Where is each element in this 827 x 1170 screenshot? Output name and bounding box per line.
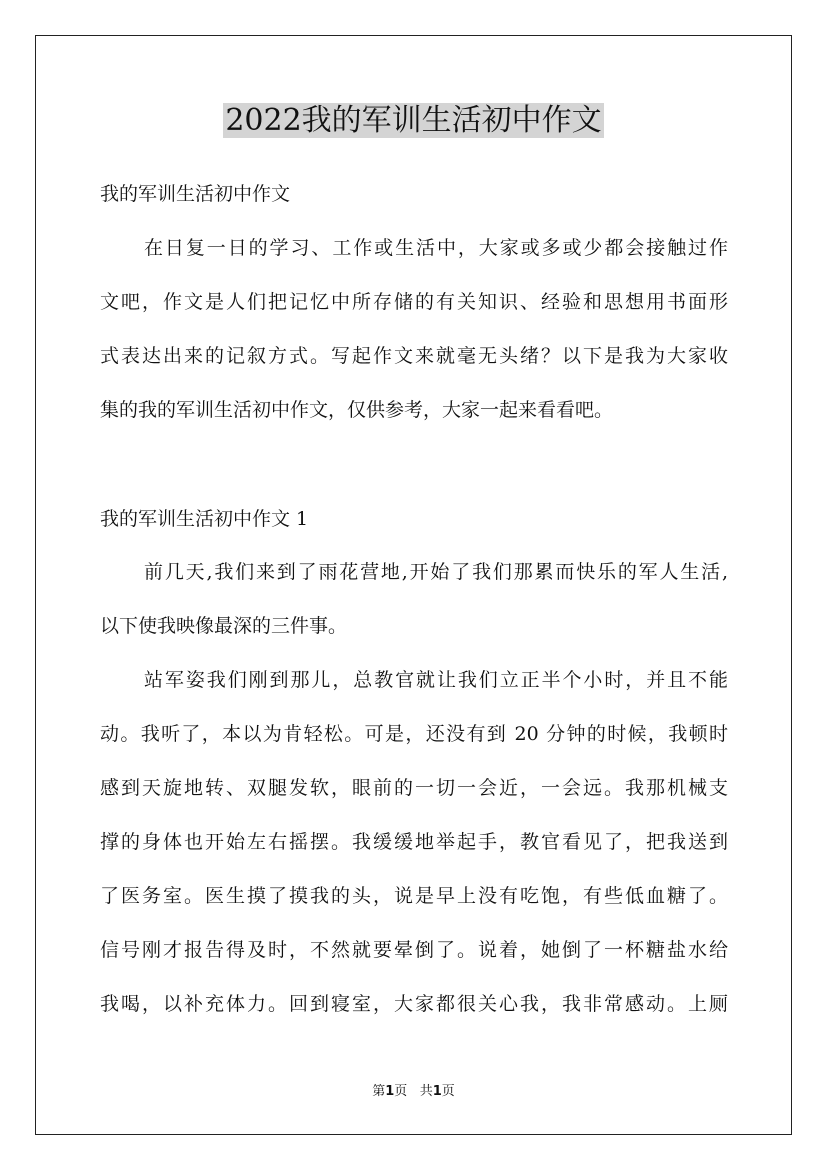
paragraph-line: 前几天,我们来到了雨花营地,开始了我们那累而快乐的军人生活, [144, 561, 728, 583]
footer-total-prefix: 共 [419, 1084, 433, 1099]
section-heading: 我的军训生活初中作文 1 [100, 508, 309, 530]
intro-line: 集的我的军训生活初中作文，仅供参考，大家一起来看看吧。 [100, 399, 614, 421]
intro-line: 文吧，作文是人们把记忆中所存储的有关知识、经验和思想用书面形 [100, 291, 728, 313]
paragraph-line: 我喝，以补充体力。回到寝室，大家都很关心我，我非常感动。上厕 [100, 993, 728, 1015]
paragraph-line: 以下使我映像最深的三件事。 [100, 615, 348, 637]
paragraph-line: 感到天旋地转、双腿发软，眼前的一切一会近，一会远。我那机械支 [100, 777, 728, 799]
footer-page-prefix: 第 [372, 1084, 386, 1099]
paragraph-line: 了医务室。医生摸了摸我的头，说是早上没有吃饱，有些低血糖了。 [100, 885, 728, 907]
document-title-text: 2022我的军训生活初中作文 [225, 103, 602, 138]
document-title [0, 100, 827, 142]
footer-total-pages: 1 [432, 1084, 442, 1099]
paragraph-1 [100, 553, 728, 645]
intro-line: 式表达出来的记叙方式。写起作文来就毫无头绪？以下是我为大家收 [100, 345, 728, 367]
intro-line: 在日复一日的学习、工作或生活中，大家或多或少都会接触过作 [144, 237, 728, 259]
footer-total-suffix: 页 [441, 1084, 455, 1099]
paragraph-2 [100, 661, 728, 1023]
intro-paragraph [100, 229, 728, 429]
document-subtitle-block [100, 175, 728, 213]
paragraph-line: 站军姿我们刚到那儿，总教官就让我们立正半个小时，并且不能 [144, 669, 728, 691]
section-heading-block [100, 500, 728, 538]
paragraph-line: 撑的身体也开始左右摇摆。我缓缓地举起手，教官看见了，把我送到 [100, 831, 728, 853]
footer-page-suffix: 页 [394, 1084, 408, 1099]
paragraph-line: 动。我听了，本以为肯轻松。可是，还没有到 20 分钟的时候，我顿时 [100, 723, 728, 745]
page-footer [0, 1083, 827, 1101]
document-subtitle: 我的军训生活初中作文 [100, 183, 291, 205]
paragraph-line: 信号刚才报告得及时，不然就要晕倒了。说着，她倒了一杯糖盐水给 [100, 939, 728, 961]
footer-page-number: 1 [385, 1084, 395, 1099]
